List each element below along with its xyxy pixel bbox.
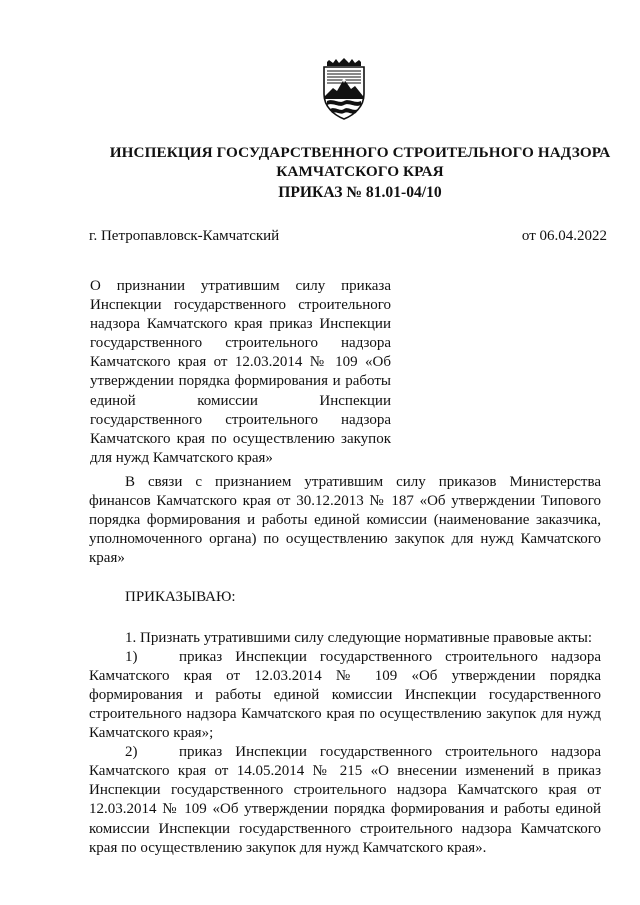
- kamchatka-coat-of-arms-icon: [321, 58, 367, 120]
- order-date: от 06.04.2022: [521, 228, 607, 244]
- place-of-issue: г. Петропавловск-Камчатский: [89, 228, 280, 244]
- place-date-row: [89, 228, 607, 248]
- order-subject: О признании утратившим силу приказа Инспекции государственного строительного надзора Камчатского края приказ Инспекции государственного строительного надзора Камчатского края от 12.03.2014 № 109 «Об утверждении порядка формирования и работы единой комиссии Инспекции государственного строительного надзора Камчатского края по осуществлению закупок для нужд Камчатского края»: [90, 278, 391, 466]
- sub-item-2: [89, 743, 601, 858]
- item-1-heading: 1. Признать утратившими силу следующие нормативные правовые акты:: [125, 629, 593, 646]
- order-number: ПРИКАЗ № 81.01-04/10: [278, 184, 442, 201]
- order-directive-word: ПРИКАЗЫВАЮ:: [125, 589, 236, 606]
- order-body: [89, 473, 601, 858]
- organization-title-line-2: КАМЧАТСКОГО КРАЯ: [276, 163, 444, 180]
- sub-item-text: приказ Инспекции государственного строительного надзора Камчатского края от 12.03.2014 № 109 «Об утверждении порядка формирования и работы единой комиссии Инспекции государственного строительного надзора Камчатского края по осуществлению закупок для нужд Камчатского края»;: [89, 648, 601, 742]
- sub-item-number: 1): [125, 648, 138, 665]
- organization-title-line-1: ИНСПЕКЦИЯ ГОСУДАРСТВЕННОГО СТРОИТЕЛЬНОГО НАДЗОРА: [109, 144, 611, 161]
- sub-item-number: 2): [125, 744, 138, 761]
- sub-item-text: приказ Инспекции государственного строительного надзора Камчатского края от 14.05.2014 № 215 «О внесении изменений в приказ Инспекции государственного строительного надзора Камчатского края от 12.03.2014 № 109 «Об утверждении порядка формирования и работы единой комиссии Инспекции государственного строительного надзора Камчатского края по осуществлению закупок для нужд Камчатского края».: [89, 744, 601, 856]
- sub-item-1: [89, 648, 601, 743]
- preamble-paragraph: В связи с признанием утратившим силу приказов Министерства финансов Камчатского края от 30.12.2013 № 187 «Об утверждении Типового порядка формирования и работы единой комиссии (наименование заказчика, уполномоченного органа) по осуществлению закупок для нужд Камчатского края»: [89, 474, 601, 567]
- organization-title: [90, 143, 630, 181]
